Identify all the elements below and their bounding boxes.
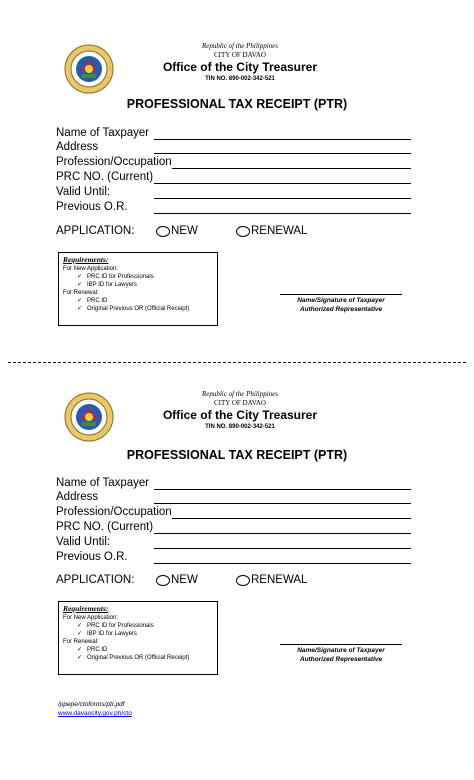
ptr-form-bottom xyxy=(0,348,474,688)
check-icon: ✓ xyxy=(77,631,83,637)
tin-number: TIN NO. 890-002-342-521 xyxy=(205,424,275,430)
representative-label: Authorized Representative xyxy=(299,656,383,663)
form-title: PROFESSIONAL TAX RECEIPT (PTR) xyxy=(126,97,348,111)
check-icon: ✓ xyxy=(77,655,83,661)
field-input-previous-or[interactable] xyxy=(154,563,411,564)
field-label-name: Name of Taxpayer xyxy=(56,127,150,139)
option-renewal-label: RENEWAL xyxy=(251,225,308,237)
field-label-profession: Profession/Occupation xyxy=(56,156,172,168)
city-line: CITY OF DAVAO xyxy=(214,399,266,407)
check-icon: ✓ xyxy=(77,647,83,653)
field-label-address: Address xyxy=(56,141,99,153)
option-renewal-label: RENEWAL xyxy=(251,574,308,586)
field-label-name: Name of Taxpayer xyxy=(56,477,150,489)
renewal-heading: For Renewal: xyxy=(63,290,99,296)
signature-block xyxy=(276,646,406,664)
requirement-item: ✓ PRC ID for Professionals xyxy=(77,274,154,280)
application-label: APPLICATION: xyxy=(56,574,135,586)
check-icon: ✓ xyxy=(77,306,83,312)
field-input-previous-or[interactable] xyxy=(154,213,411,214)
new-application-heading: For New Application: xyxy=(63,615,119,621)
check-icon: ✓ xyxy=(77,274,83,280)
radio-renewal[interactable] xyxy=(236,575,250,586)
field-input-name[interactable] xyxy=(154,139,411,140)
renewal-heading: For Renewal: xyxy=(63,639,99,645)
ptr-form-top xyxy=(0,0,474,340)
signature-block xyxy=(276,296,406,314)
field-input-valid[interactable] xyxy=(154,548,411,549)
option-new-label: NEW xyxy=(171,225,198,237)
office-name: Office of the City Treasurer xyxy=(162,408,318,422)
signature-label: Name/Signature of Taxpayer xyxy=(297,297,385,304)
representative-label: Authorized Representative xyxy=(299,306,383,313)
radio-new[interactable] xyxy=(156,226,170,237)
requirement-item: ✓ PRC ID xyxy=(77,298,108,304)
field-input-valid[interactable] xyxy=(154,198,411,199)
field-label-valid: Valid Until: xyxy=(56,186,111,198)
field-input-name[interactable] xyxy=(154,489,411,490)
field-label-prc: PRC NO. (Current) xyxy=(56,521,154,533)
field-label-prc: PRC NO. (Current) xyxy=(56,171,154,183)
requirement-item: ✓ IBP ID for Lawyers xyxy=(77,282,137,288)
requirements-title: Requirements: xyxy=(63,255,109,264)
requirement-item: ✓ PRC ID for Professionals xyxy=(77,623,154,629)
office-header xyxy=(150,390,330,432)
field-label-address: Address xyxy=(56,491,99,503)
signature-line[interactable] xyxy=(280,294,402,295)
city-seal-icon xyxy=(64,392,114,442)
check-icon: ✓ xyxy=(77,298,83,304)
requirements-box xyxy=(58,601,218,675)
file-path: /ppepe/ctoforms/ptr.pdf xyxy=(58,701,125,708)
requirements-title: Requirements: xyxy=(63,604,109,613)
option-new-label: NEW xyxy=(171,574,198,586)
requirement-item: ✓ Original Previous OR (Official Receipt) xyxy=(77,306,190,312)
field-label-previous-or: Previous O.R. xyxy=(56,551,128,563)
office-name: Office of the City Treasurer xyxy=(162,60,318,74)
field-input-profession[interactable] xyxy=(172,518,411,519)
tin-number: TIN NO. 890-002-342-521 xyxy=(205,76,275,82)
check-icon: ✓ xyxy=(77,623,83,629)
field-label-previous-or: Previous O.R. xyxy=(56,201,128,213)
website-link[interactable]: www.davaocity.gov.ph/cto xyxy=(58,710,132,717)
office-header xyxy=(150,42,330,84)
field-input-profession[interactable] xyxy=(172,168,411,169)
requirement-item: ✓ PRC ID xyxy=(77,647,108,653)
form-title: PROFESSIONAL TAX RECEIPT (PTR) xyxy=(126,448,348,462)
requirements-box xyxy=(58,252,218,326)
footer xyxy=(58,700,132,718)
field-input-address[interactable] xyxy=(154,153,411,154)
signature-line[interactable] xyxy=(280,644,402,645)
republic-line: Republic of the Philippines xyxy=(201,42,278,50)
field-label-profession: Profession/Occupation xyxy=(56,506,172,518)
city-line: CITY OF DAVAO xyxy=(214,51,266,59)
signature-label: Name/Signature of Taxpayer xyxy=(297,647,385,654)
requirement-item: ✓ Original Previous OR (Official Receipt) xyxy=(77,655,190,661)
new-application-heading: For New Application: xyxy=(63,266,119,272)
radio-new[interactable] xyxy=(156,575,170,586)
city-seal-icon xyxy=(64,44,114,94)
field-label-valid: Valid Until: xyxy=(56,536,111,548)
field-input-address[interactable] xyxy=(154,503,411,504)
application-label: APPLICATION: xyxy=(56,225,135,237)
requirement-item: ✓ IBP ID for Lawyers xyxy=(77,631,137,637)
check-icon: ✓ xyxy=(77,282,83,288)
field-input-prc[interactable] xyxy=(154,183,411,184)
radio-renewal[interactable] xyxy=(236,226,250,237)
field-input-prc[interactable] xyxy=(154,533,411,534)
republic-line: Republic of the Philippines xyxy=(201,390,278,398)
